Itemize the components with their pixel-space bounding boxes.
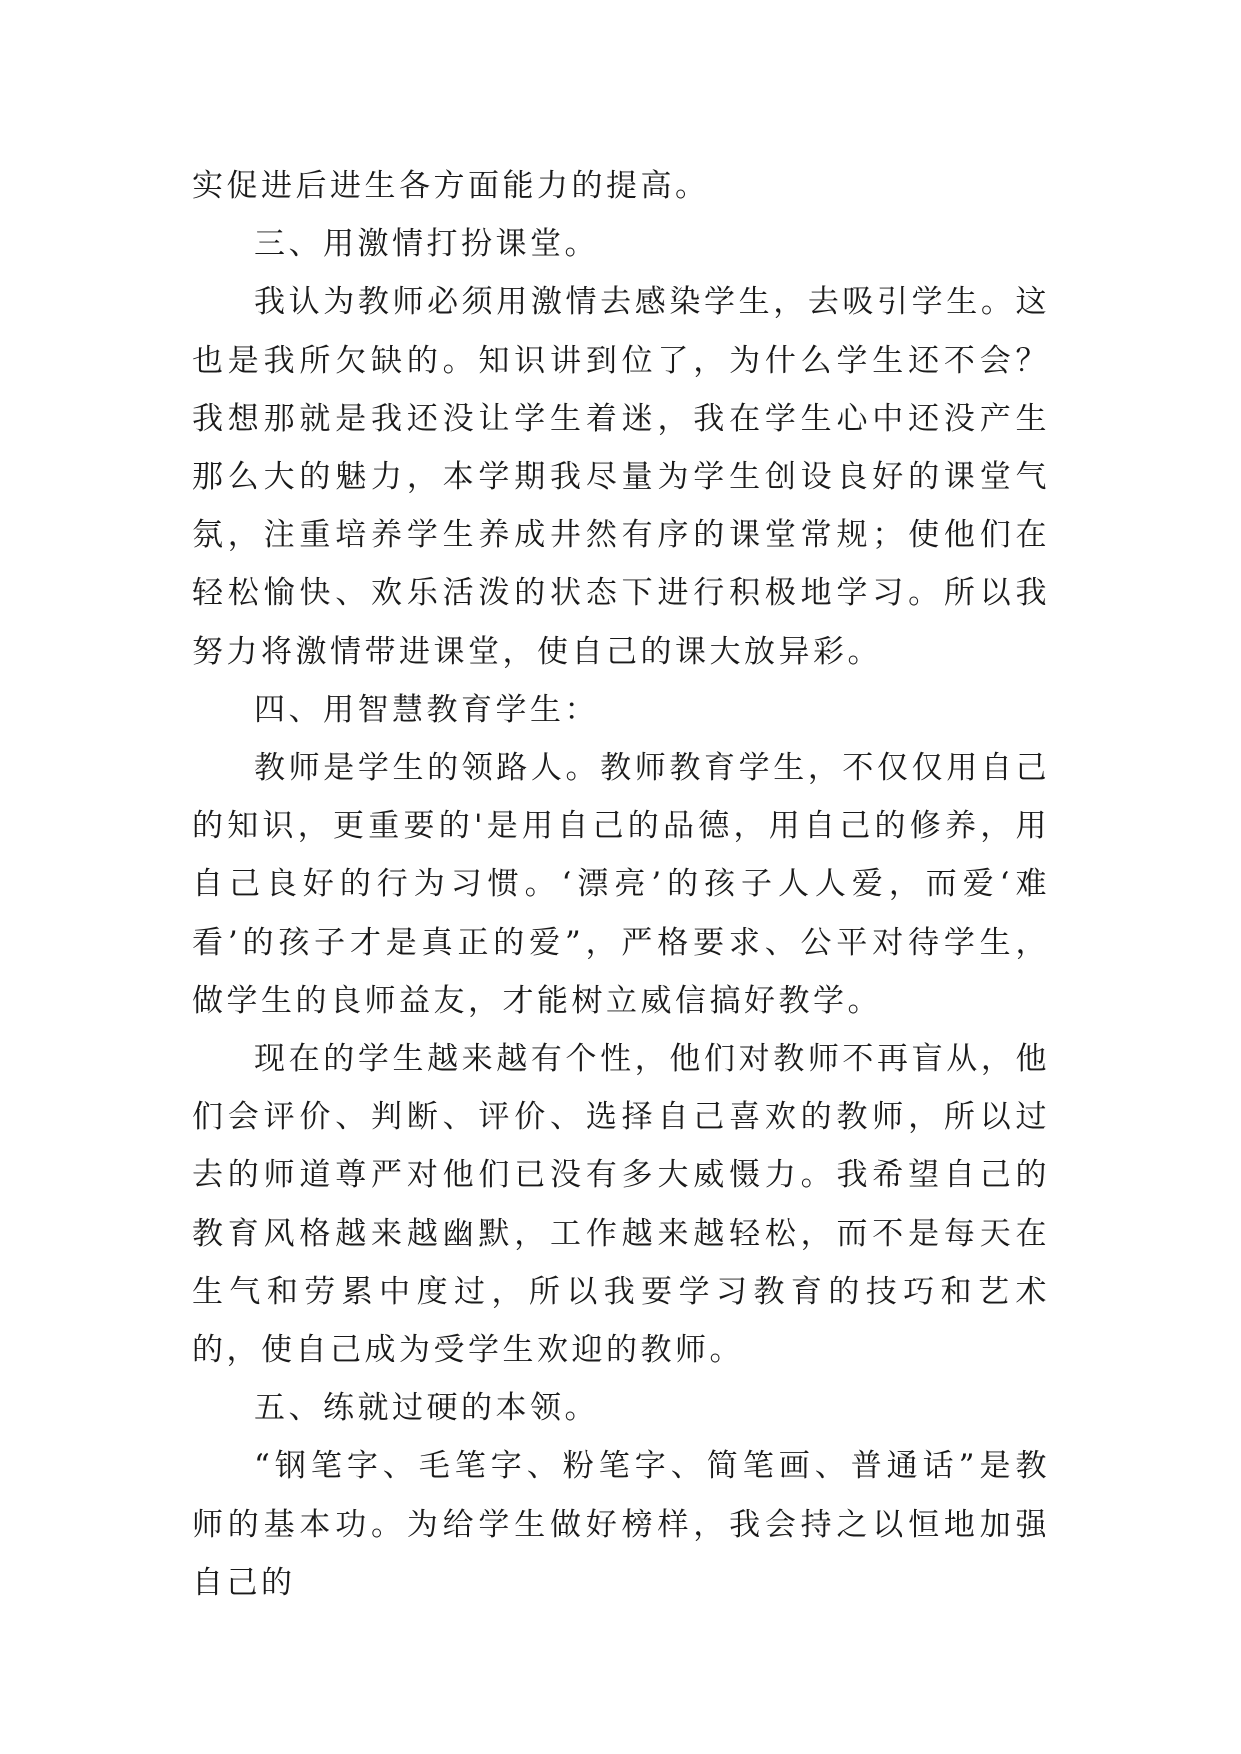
paragraph-passion: 我认为教师必须用激情去感染学生，去吸引学生。这也是我所欠缺的。知识讲到位了，为什么学生还不会？我想那就是我还没让学生着迷，我在学生心中还没产生那么大的魅力，本学期我尽量为学生创设良好的课堂气氛，注重培养学生养成井然有序的课堂常规；使他们在轻松愉快、欢乐活泼的状态下进行积极地学习。所以我努力将激情带进课堂，使自己的课大放异彩。 [192,284,1050,670]
section-heading-five: 五、练就过硬的本领。 [254,1390,599,1427]
section-heading-three: 三、用激情打扮课堂。 [254,226,599,263]
document-body [192,157,1050,1612]
paragraph-continuation: 实促进后进生各方面能力的提高。 [192,168,710,204]
paragraph-guide: 教师是学生的领路人。教师教育学生，不仅仅用自己的知识，更重要的'是用自己的品德，用自己的修养，用自己良好的行为习惯。‘漂亮’的孩子人人爱，而爱‘难看’的孩子才是真正的爱”，严格要求、公平对待学生，做学生的良师益友，才能树立威信搞好教学。 [192,750,1050,1019]
paragraph-personality: 现在的学生越来越有个性，他们对教师不再盲从，他们会评价、判断、评价、选择自己喜欢的教师，所以过去的师道尊严对他们已没有多大威慑力。我希望自己的教育风格越来越幽默，工作越来越轻松，而不是每天在生气和劳累中度过，所以我要学习教育的技巧和艺术的，使自己成为受学生欢迎的教师。 [192,1041,1050,1369]
section-heading-four: 四、用智慧教育学生： [254,691,599,728]
paragraph-basic-skills: “钢笔字、毛笔字、粉笔字、简笔画、普通话”是教师的基本功。为给学生做好榜样，我会持之以恒地加强自己的 [192,1448,1050,1601]
